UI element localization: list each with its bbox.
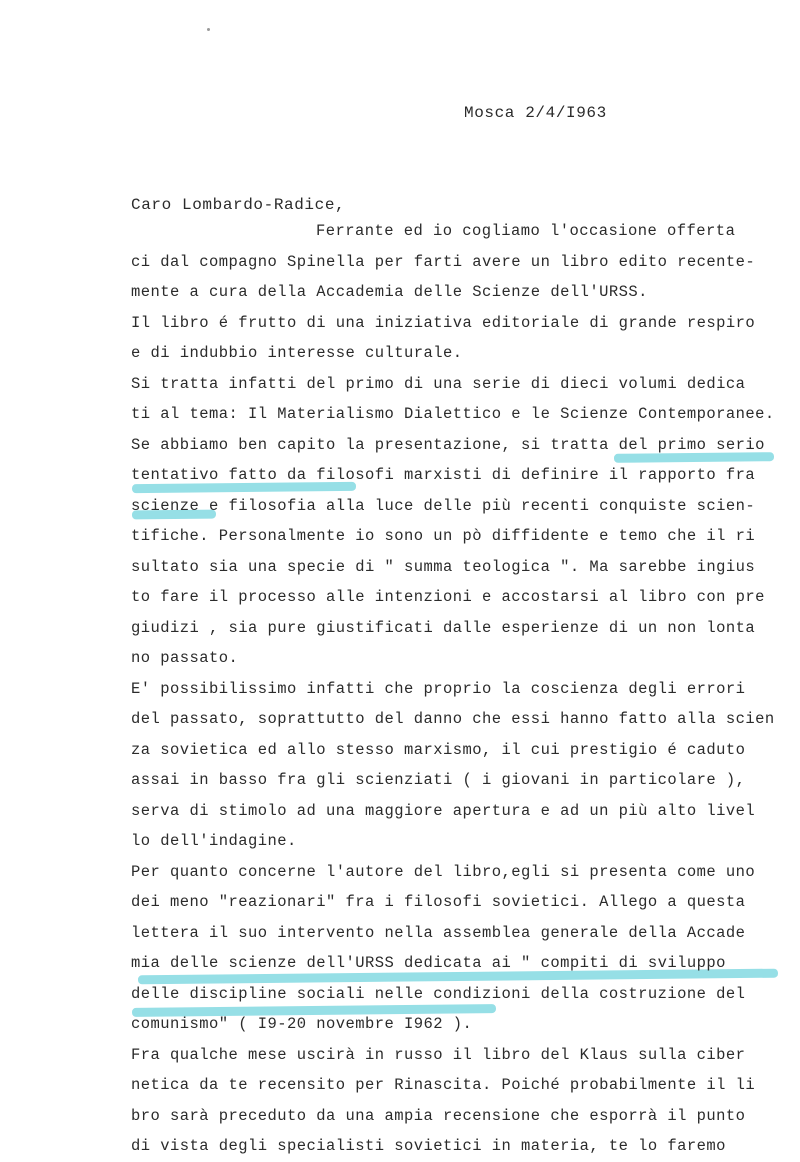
body-line: tifiche. Personalmente io sono un pò diffidente e temo che il ri bbox=[131, 527, 756, 545]
body-line: ti al tema: Il Materialismo Dialettico e le Scienze Contemporanee. bbox=[131, 405, 775, 423]
body-line: Il libro é frutto di una iniziativa editoriale di grande respiro bbox=[131, 313, 756, 332]
body-line: mente a cura della Accademia delle Scienze dell'URSS. bbox=[131, 283, 648, 301]
body-line: za sovietica ed allo stesso marxismo, il cui prestigio é caduto bbox=[131, 740, 746, 759]
body-line: scienze e filosofia alla luce delle più recenti conquiste scien- bbox=[131, 496, 756, 515]
body-line: Ferrante ed io cogliamo l'occasione offerta bbox=[316, 222, 736, 240]
body-line: netica da te recensito per Rinascita. Poiché probabilmente il li bbox=[131, 1076, 756, 1094]
body-line: e di indubbio interesse culturale. bbox=[131, 344, 463, 362]
body-line: bro sarà preceduto da una ampia recensione che esporrà il punto bbox=[131, 1106, 746, 1125]
body-line: ci dal compagno Spinella per farti avere un libro edito recente- bbox=[131, 252, 756, 271]
body-line: serva di stimolo ad una maggiore apertura e ad un più alto livel bbox=[131, 801, 756, 820]
letter-date: Mosca 2/4/I963 bbox=[464, 104, 607, 122]
body-line: dei meno "reazionari" fra i filosofi sovietici. Allego a questa bbox=[131, 893, 746, 911]
body-line: Se abbiamo ben capito la presentazione, si tratta del primo serio bbox=[131, 435, 765, 454]
body-line: Si tratta infatti del primo di una serie di dieci volumi dedica bbox=[131, 374, 746, 393]
body-line: Fra qualche mese uscirà in russo il libro del Klaus sulla ciber bbox=[131, 1045, 746, 1064]
body-line: mia delle scienze dell'URSS dedicata ai " compiti di sviluppo bbox=[131, 954, 726, 972]
body-line: E' possibilissimo infatti che proprio la coscienza degli errori bbox=[131, 679, 746, 698]
body-line: delle discipline sociali nelle condizioni della costruzione del bbox=[131, 984, 746, 1003]
salutation: Caro Lombardo-Radice, bbox=[131, 196, 346, 214]
body-line: giudizi , sia pure giustificati dalle esperienze di un non lonta bbox=[131, 618, 756, 637]
body-line: di vista degli specialisti sovietici in materia, te lo faremo bbox=[131, 1137, 726, 1155]
body-line: no passato. bbox=[131, 649, 239, 667]
body-line: del passato, soprattutto del danno che essi hanno fatto alla scien bbox=[131, 710, 775, 728]
body-line: tentativo fatto da filosofi marxisti di definire il rapporto fra bbox=[131, 466, 756, 484]
body-line: lo dell'indagine. bbox=[131, 832, 297, 850]
body-line: comunismo" ( I9-20 novembre I962 ). bbox=[131, 1015, 473, 1033]
body-line: to fare il processo alle intenzioni e accostarsi al libro con pre bbox=[131, 588, 765, 606]
body-line: assai in basso fra gli scienziati ( i giovani in particolare ), bbox=[131, 771, 746, 789]
body-line: lettera il suo intervento nella assemblea generale della Accade bbox=[131, 923, 746, 942]
body-line: Per quanto concerne l'autore del libro,egli si presenta come uno bbox=[131, 862, 756, 881]
body-line: sultato sia una specie di " summa teologica ". Ma sarebbe ingius bbox=[131, 557, 756, 576]
paper-speck bbox=[207, 28, 210, 31]
letter-body bbox=[131, 216, 791, 1162]
